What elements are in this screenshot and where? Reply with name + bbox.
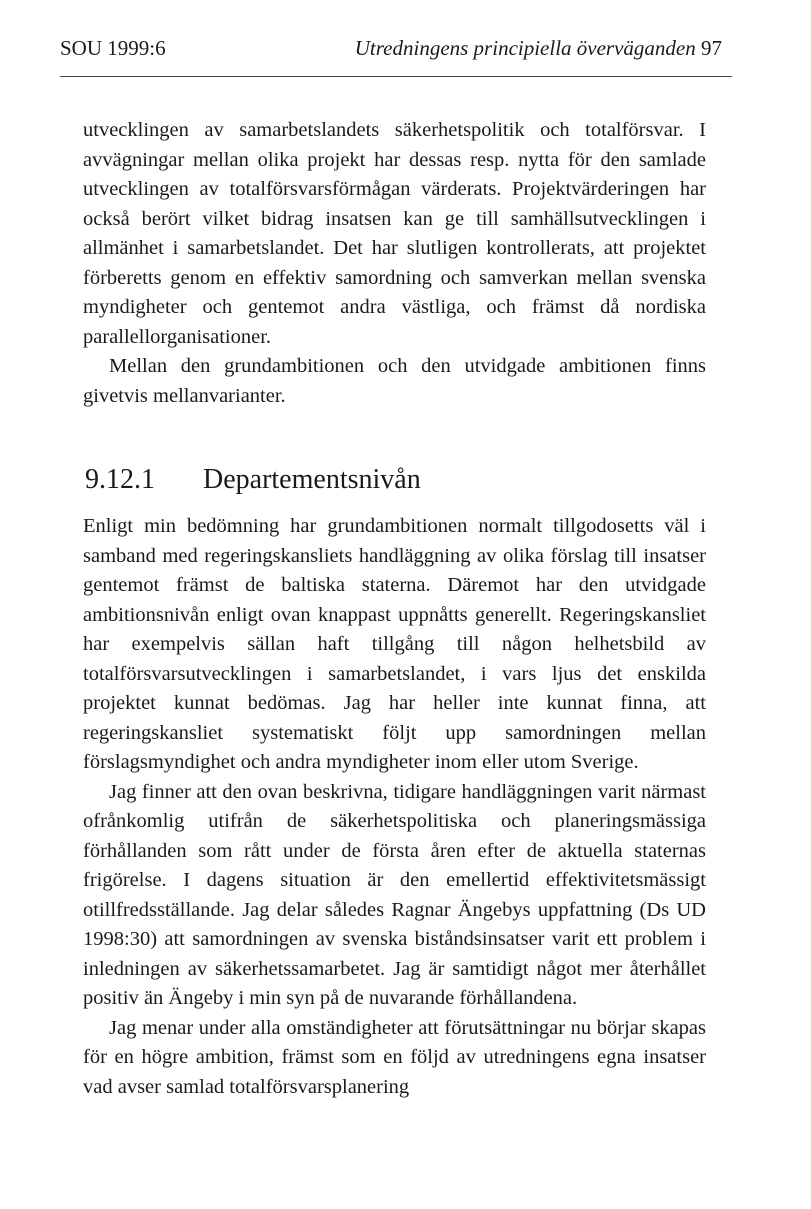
page-number: 97 bbox=[701, 36, 722, 60]
section-text bbox=[83, 512, 706, 1102]
paragraph: Jag menar under alla omständigheter att förutsättningar nu börjar skapas för en högre ambition, främst som en följd av utredningens egna insatser vad avser samlad totalförsvarsplanering bbox=[83, 1016, 706, 1098]
section-title: Departementsnivån bbox=[203, 464, 421, 495]
report-number: SOU 1999:6 bbox=[60, 36, 166, 60]
paragraph: Jag finner att den ovan beskrivna, tidigare handläggningen varit närmast ofrånkomlig utifrån de säkerhetspolitiska och planeringsmässiga förhållanden som rått under de första åren efter de aktuella staternas frigörelse. I dagens situation är den emellertid effektivitetsmässigt otillfredsställande. Jag delar således Ragnar Ängebys uppfattning (Ds UD 1998:30) att samordningen av svenska biståndsinsatser varit ett problem i inledningen av säkerhetssamarbetet. Jag är samtidigt något mer återhållet positiv än Ängeby i min syn på de nuvarande förhållandena. bbox=[83, 780, 706, 1009]
section-number: 9.12.1 bbox=[85, 464, 155, 495]
header-rule bbox=[60, 76, 732, 77]
chapter-title: Utredningens principiella överväganden bbox=[354, 36, 696, 60]
paragraph: Enligt min bedömning har grundambitionen normalt tillgodosetts väl i samband med regeringskansliets handläggning av olika förslag till insatser gentemot främst de baltiska staterna. Däremot har den utvidgade ambitionsnivån enligt ovan knappast uppnåtts generellt. Regeringskansliet har exempelvis sällan haft tillgång till någon helhetsbild av totalförsvarsutvecklingen i samarbetslandet, i vars ljus det enskilda projektet kunnat bedömas. Jag har heller inte kunnat finna, att regeringskansliet systematiskt följt upp samordningen mellan förslagsmyndighet och andra myndigheter inom eller utom Sverige. bbox=[83, 515, 706, 773]
paragraph: Mellan den grundambitionen och den utvidgade ambitionen finns givetvis mellanvarianter. bbox=[83, 355, 706, 407]
running-title bbox=[355, 36, 722, 61]
page-header bbox=[60, 36, 732, 76]
paragraph: utvecklingen av samarbetslandets säkerhetspolitik och totalförsvar. I avvägningar mellan olika projekt har dessas resp. nytta för den samlade utvecklingen av totalförsvarsförmågan värderats. Projektvärderingen har också berört vilket bidrag insatsen kan ge till samhällsutvecklingen i allmänhet i samarbetslandet. Det har slutligen kontrollerats, att projektet förberetts genom en effektiv samordning och samverkan mellan svenska myndigheter och gentemot andra västliga, och främst då nordiska parallellorganisationer. bbox=[83, 119, 706, 348]
intro-text bbox=[83, 116, 706, 411]
section-heading bbox=[85, 464, 421, 496]
